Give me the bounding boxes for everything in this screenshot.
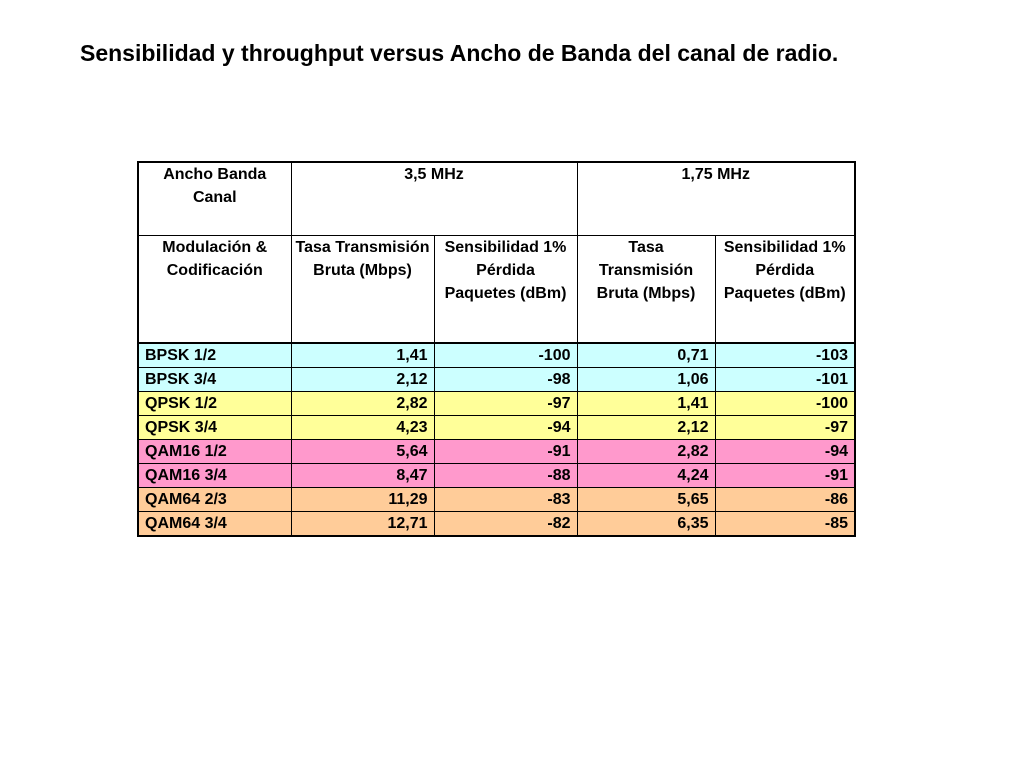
header-row-bandwidth	[138, 162, 855, 235]
table-row	[138, 416, 855, 440]
header-1-75-mhz: 1,75 MHz	[577, 162, 855, 235]
header-channel-bandwidth: Ancho Banda Canal	[138, 162, 291, 235]
cell-rate-1-75: 1,06	[577, 368, 715, 392]
page-title: Sensibilidad y throughput versus Ancho de Banda del canal de radio.	[80, 40, 839, 66]
table-row	[138, 488, 855, 512]
cell-modulation: BPSK 3/4	[138, 368, 291, 392]
cell-rate-3-5: 4,23	[291, 416, 434, 440]
cell-rate-1-75: 2,12	[577, 416, 715, 440]
cell-rate-1-75: 2,82	[577, 440, 715, 464]
cell-rate-1-75: 0,71	[577, 343, 715, 368]
table-body	[138, 162, 855, 536]
header-modulation: Modulación & Codificación	[138, 235, 291, 343]
cell-sensitivity-1-75: -97	[715, 416, 855, 440]
cell-modulation: QPSK 1/2	[138, 392, 291, 416]
header-sensitivity-3-5: Sensibilidad 1% Pérdida Paquetes (dBm)	[434, 235, 577, 343]
cell-modulation: QAM16 1/2	[138, 440, 291, 464]
cell-sensitivity-3-5: -88	[434, 464, 577, 488]
cell-sensitivity-3-5: -82	[434, 512, 577, 537]
table-row	[138, 512, 855, 537]
cell-sensitivity-3-5: -98	[434, 368, 577, 392]
cell-rate-3-5: 2,12	[291, 368, 434, 392]
cell-sensitivity-1-75: -103	[715, 343, 855, 368]
table-row	[138, 368, 855, 392]
header-sensitivity-1-75: Sensibilidad 1% Pérdida Paquetes (dBm)	[715, 235, 855, 343]
cell-rate-1-75: 6,35	[577, 512, 715, 537]
header-row-columns	[138, 235, 855, 343]
sensitivity-table	[137, 161, 856, 537]
cell-modulation: BPSK 1/2	[138, 343, 291, 368]
cell-rate-1-75: 5,65	[577, 488, 715, 512]
cell-rate-1-75: 4,24	[577, 464, 715, 488]
cell-sensitivity-3-5: -97	[434, 392, 577, 416]
table-row	[138, 464, 855, 488]
cell-modulation: QAM64 3/4	[138, 512, 291, 537]
cell-sensitivity-1-75: -100	[715, 392, 855, 416]
header-3-5-mhz: 3,5 MHz	[291, 162, 577, 235]
header-rate-1-75: Tasa Transmisión Bruta (Mbps)	[577, 235, 715, 343]
table-row	[138, 343, 855, 368]
cell-rate-1-75: 1,41	[577, 392, 715, 416]
cell-sensitivity-1-75: -86	[715, 488, 855, 512]
cell-sensitivity-1-75: -94	[715, 440, 855, 464]
table-row	[138, 392, 855, 416]
cell-rate-3-5: 11,29	[291, 488, 434, 512]
cell-sensitivity-3-5: -100	[434, 343, 577, 368]
cell-rate-3-5: 5,64	[291, 440, 434, 464]
cell-modulation: QPSK 3/4	[138, 416, 291, 440]
header-rate-3-5: Tasa Transmisión Bruta (Mbps)	[291, 235, 434, 343]
cell-modulation: QAM16 3/4	[138, 464, 291, 488]
cell-rate-3-5: 12,71	[291, 512, 434, 537]
cell-sensitivity-1-75: -85	[715, 512, 855, 537]
cell-sensitivity-3-5: -83	[434, 488, 577, 512]
cell-sensitivity-1-75: -101	[715, 368, 855, 392]
cell-sensitivity-3-5: -91	[434, 440, 577, 464]
table-row	[138, 440, 855, 464]
cell-sensitivity-1-75: -91	[715, 464, 855, 488]
cell-rate-3-5: 2,82	[291, 392, 434, 416]
cell-rate-3-5: 1,41	[291, 343, 434, 368]
cell-sensitivity-3-5: -94	[434, 416, 577, 440]
cell-rate-3-5: 8,47	[291, 464, 434, 488]
cell-modulation: QAM64 2/3	[138, 488, 291, 512]
